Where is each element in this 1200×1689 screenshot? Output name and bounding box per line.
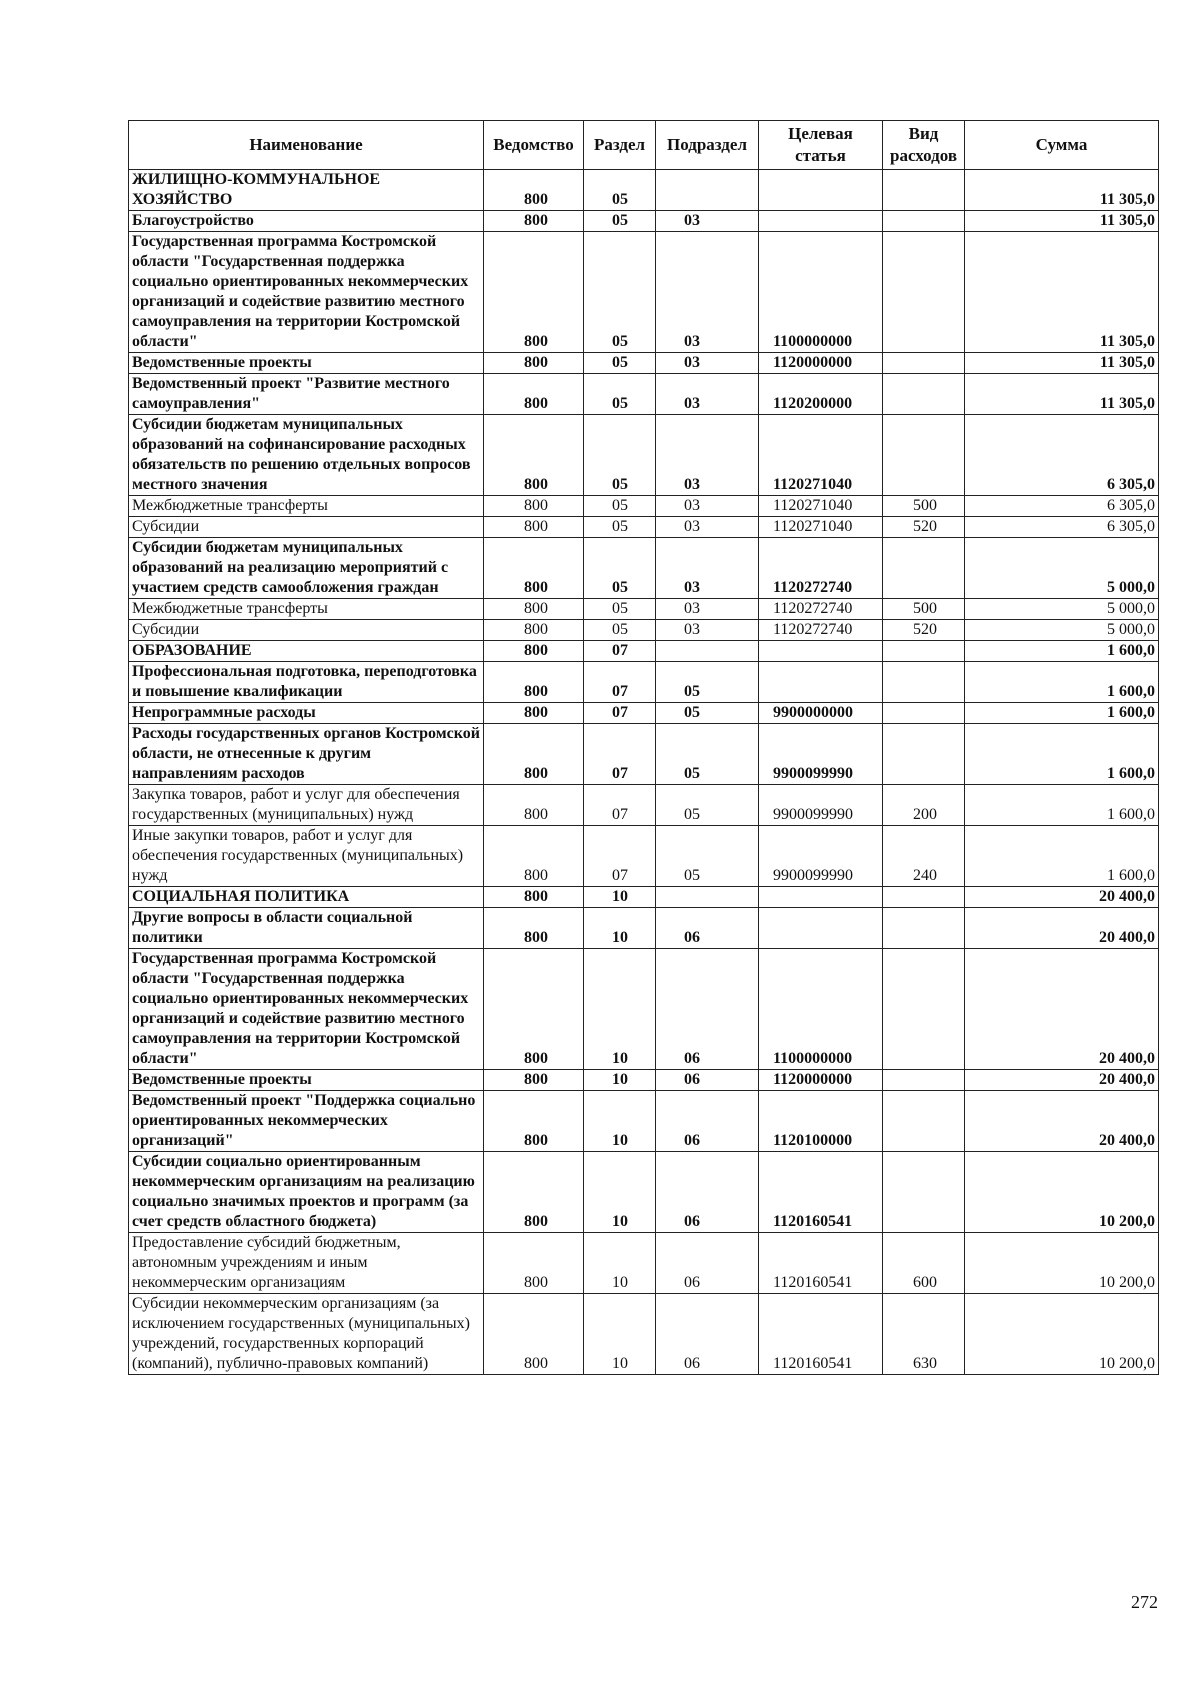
cell-dept: 800 — [484, 599, 584, 620]
cell-name: Непрограммные расходы — [129, 703, 484, 724]
cell-name: Профессиональная подготовка, переподготовка и повышение квалификации — [129, 662, 484, 703]
cell-sum: 6 305,0 — [965, 415, 1159, 496]
cell-dept: 800 — [484, 662, 584, 703]
table-row — [129, 517, 1159, 538]
cell-target: 1100000000 — [759, 949, 883, 1070]
cell-name: Субсидии некоммерческим организациям (за исключением государственных (муниципальных) учреждений, государственных корпораций (компаний), публично-правовых компаний) — [129, 1294, 484, 1375]
cell-dept: 800 — [484, 170, 584, 211]
cell-name: Благоустройство — [129, 211, 484, 232]
cell-type — [883, 703, 965, 724]
cell-target: 9900099990 — [759, 724, 883, 785]
cell-dept: 800 — [484, 887, 584, 908]
cell-section: 05 — [584, 620, 656, 641]
cell-name: Субсидии — [129, 517, 484, 538]
cell-target — [759, 641, 883, 662]
table-row — [129, 599, 1159, 620]
cell-dept: 800 — [484, 1091, 584, 1152]
col-header-name: Наименование — [129, 121, 484, 170]
cell-sum: 10 200,0 — [965, 1233, 1159, 1294]
cell-section: 10 — [584, 1233, 656, 1294]
cell-sum: 20 400,0 — [965, 949, 1159, 1070]
cell-section: 10 — [584, 949, 656, 1070]
cell-name: Расходы государственных органов Костромской области, не отнесенные к другим направлениям расходов — [129, 724, 484, 785]
cell-target: 1120271040 — [759, 517, 883, 538]
cell-type — [883, 641, 965, 662]
cell-sum: 11 305,0 — [965, 353, 1159, 374]
cell-sum: 1 600,0 — [965, 703, 1159, 724]
cell-sum: 1 600,0 — [965, 724, 1159, 785]
cell-type — [883, 724, 965, 785]
cell-type: 200 — [883, 785, 965, 826]
cell-dept: 800 — [484, 949, 584, 1070]
cell-subsection: 05 — [656, 724, 759, 785]
cell-subsection: 03 — [656, 374, 759, 415]
cell-dept: 800 — [484, 353, 584, 374]
page-number: 272 — [1131, 1592, 1158, 1612]
cell-name: Иные закупки товаров, работ и услуг для обеспечения государственных (муниципальных) нужд — [129, 826, 484, 887]
cell-target: 1120100000 — [759, 1091, 883, 1152]
cell-section: 05 — [584, 415, 656, 496]
cell-name: Ведомственный проект "Поддержка социально ориентированных некоммерческих организаций" — [129, 1091, 484, 1152]
table-row — [129, 1233, 1159, 1294]
table-row — [129, 887, 1159, 908]
cell-subsection: 03 — [656, 517, 759, 538]
cell-sum: 10 200,0 — [965, 1152, 1159, 1233]
cell-dept: 800 — [484, 908, 584, 949]
cell-subsection — [656, 170, 759, 211]
cell-name: Ведомственные проекты — [129, 1070, 484, 1091]
cell-section: 05 — [584, 232, 656, 353]
cell-section: 05 — [584, 517, 656, 538]
cell-dept: 800 — [484, 703, 584, 724]
cell-subsection: 06 — [656, 1294, 759, 1375]
cell-sum: 1 600,0 — [965, 641, 1159, 662]
table-row — [129, 496, 1159, 517]
cell-sum: 5 000,0 — [965, 599, 1159, 620]
cell-name: Закупка товаров, работ и услуг для обеспечения государственных (муниципальных) нужд — [129, 785, 484, 826]
table-row — [129, 703, 1159, 724]
cell-type — [883, 887, 965, 908]
cell-section: 05 — [584, 599, 656, 620]
cell-target: 9900000000 — [759, 703, 883, 724]
cell-dept: 800 — [484, 620, 584, 641]
cell-subsection: 03 — [656, 232, 759, 353]
table-row — [129, 785, 1159, 826]
table-row — [129, 374, 1159, 415]
cell-type — [883, 1070, 965, 1091]
cell-type — [883, 415, 965, 496]
table-body — [129, 170, 1159, 1375]
cell-target: 1120000000 — [759, 1070, 883, 1091]
cell-dept: 800 — [484, 517, 584, 538]
cell-type: 630 — [883, 1294, 965, 1375]
cell-target: 9900099990 — [759, 826, 883, 887]
cell-type: 500 — [883, 599, 965, 620]
cell-target: 1120272740 — [759, 620, 883, 641]
table-row — [129, 170, 1159, 211]
cell-sum: 10 200,0 — [965, 1294, 1159, 1375]
cell-subsection: 05 — [656, 826, 759, 887]
col-header-subsection: Подраздел — [656, 121, 759, 170]
cell-subsection: 03 — [656, 620, 759, 641]
cell-type: 240 — [883, 826, 965, 887]
cell-target — [759, 662, 883, 703]
cell-name: Субсидии бюджетам муниципальных образований на софинансирование расходных обязательств по решению отдельных вопросов местного значения — [129, 415, 484, 496]
cell-type — [883, 538, 965, 599]
table-row — [129, 538, 1159, 599]
cell-dept: 800 — [484, 1070, 584, 1091]
cell-name: Межбюджетные трансферты — [129, 496, 484, 517]
cell-section: 05 — [584, 211, 656, 232]
cell-type — [883, 211, 965, 232]
cell-section: 10 — [584, 908, 656, 949]
cell-type — [883, 949, 965, 1070]
cell-target — [759, 170, 883, 211]
col-header-section: Раздел — [584, 121, 656, 170]
cell-section: 07 — [584, 826, 656, 887]
cell-name: Ведомственный проект "Развитие местного самоуправления" — [129, 374, 484, 415]
cell-name: ЖИЛИЩНО-КОММУНАЛЬНОЕ ХОЗЯЙСТВО — [129, 170, 484, 211]
cell-section: 05 — [584, 170, 656, 211]
cell-section: 05 — [584, 374, 656, 415]
table-row — [129, 1294, 1159, 1375]
cell-target: 1120271040 — [759, 496, 883, 517]
cell-target: 9900099990 — [759, 785, 883, 826]
cell-target: 1120272740 — [759, 599, 883, 620]
cell-dept: 800 — [484, 826, 584, 887]
cell-subsection: 03 — [656, 415, 759, 496]
table-row — [129, 211, 1159, 232]
col-header-dept: Ведомство — [484, 121, 584, 170]
cell-section: 10 — [584, 1091, 656, 1152]
cell-type: 520 — [883, 517, 965, 538]
cell-type — [883, 908, 965, 949]
cell-sum: 6 305,0 — [965, 517, 1159, 538]
cell-sum: 11 305,0 — [965, 170, 1159, 211]
cell-name: ОБРАЗОВАНИЕ — [129, 641, 484, 662]
col-header-type: Вид расходов — [883, 121, 965, 170]
cell-section: 10 — [584, 1152, 656, 1233]
cell-name: Предоставление субсидий бюджетным, автономным учреждениям и иным некоммерческим организациям — [129, 1233, 484, 1294]
cell-sum: 20 400,0 — [965, 1091, 1159, 1152]
table-row — [129, 1152, 1159, 1233]
table-row — [129, 662, 1159, 703]
cell-name: Субсидии социально ориентированным некоммерческим организациям на реализацию социально значимых проектов и программ (за счет средств областного бюджета) — [129, 1152, 484, 1233]
cell-type — [883, 232, 965, 353]
cell-type — [883, 1152, 965, 1233]
cell-subsection: 03 — [656, 538, 759, 599]
table-row — [129, 1070, 1159, 1091]
cell-subsection — [656, 641, 759, 662]
cell-target: 1120272740 — [759, 538, 883, 599]
cell-dept: 800 — [484, 785, 584, 826]
cell-name: Государственная программа Костромской области "Государственная поддержка социально ориентированных некоммерческих организаций и содействие развитию местного самоуправления на территории Костромской области" — [129, 232, 484, 353]
cell-sum: 11 305,0 — [965, 211, 1159, 232]
cell-subsection: 06 — [656, 908, 759, 949]
cell-sum: 5 000,0 — [965, 620, 1159, 641]
cell-target: 1120271040 — [759, 415, 883, 496]
cell-name: Ведомственные проекты — [129, 353, 484, 374]
cell-section: 07 — [584, 785, 656, 826]
cell-subsection: 03 — [656, 599, 759, 620]
cell-section: 10 — [584, 887, 656, 908]
cell-subsection: 03 — [656, 353, 759, 374]
cell-section: 07 — [584, 724, 656, 785]
table-row — [129, 620, 1159, 641]
cell-subsection: 05 — [656, 662, 759, 703]
cell-target — [759, 887, 883, 908]
cell-section: 05 — [584, 538, 656, 599]
cell-sum: 11 305,0 — [965, 374, 1159, 415]
cell-sum: 20 400,0 — [965, 908, 1159, 949]
cell-dept: 800 — [484, 641, 584, 662]
cell-section: 10 — [584, 1294, 656, 1375]
table-row — [129, 1091, 1159, 1152]
table-row — [129, 724, 1159, 785]
table-row — [129, 641, 1159, 662]
cell-sum: 1 600,0 — [965, 785, 1159, 826]
cell-target: 1120000000 — [759, 353, 883, 374]
cell-dept: 800 — [484, 724, 584, 785]
cell-type — [883, 1091, 965, 1152]
cell-type — [883, 353, 965, 374]
cell-type: 520 — [883, 620, 965, 641]
cell-target — [759, 908, 883, 949]
cell-dept: 800 — [484, 496, 584, 517]
table-row — [129, 353, 1159, 374]
cell-dept: 800 — [484, 1294, 584, 1375]
cell-subsection: 03 — [656, 211, 759, 232]
cell-target: 1120160541 — [759, 1294, 883, 1375]
budget-table — [128, 120, 1159, 1375]
cell-name: Межбюджетные трансферты — [129, 599, 484, 620]
table-row — [129, 826, 1159, 887]
cell-name: Государственная программа Костромской области "Государственная поддержка социально ориентированных некоммерческих организаций и содействие развитию местного самоуправления на территории Костромской области" — [129, 949, 484, 1070]
cell-dept: 800 — [484, 211, 584, 232]
cell-name: СОЦИАЛЬНАЯ ПОЛИТИКА — [129, 887, 484, 908]
cell-target: 1120200000 — [759, 374, 883, 415]
table-row — [129, 908, 1159, 949]
cell-type: 500 — [883, 496, 965, 517]
cell-dept: 800 — [484, 538, 584, 599]
cell-sum: 20 400,0 — [965, 1070, 1159, 1091]
cell-sum: 20 400,0 — [965, 887, 1159, 908]
cell-dept: 800 — [484, 374, 584, 415]
cell-section: 07 — [584, 662, 656, 703]
cell-section: 07 — [584, 703, 656, 724]
cell-name: Субсидии бюджетам муниципальных образований на реализацию мероприятий с участием средств самообложения граждан — [129, 538, 484, 599]
cell-sum: 6 305,0 — [965, 496, 1159, 517]
cell-target — [759, 211, 883, 232]
cell-sum: 11 305,0 — [965, 232, 1159, 353]
cell-section: 05 — [584, 496, 656, 517]
cell-subsection: 06 — [656, 1070, 759, 1091]
cell-type — [883, 662, 965, 703]
budget-table-sheet — [128, 120, 1158, 1375]
cell-dept: 800 — [484, 1233, 584, 1294]
cell-subsection — [656, 887, 759, 908]
cell-dept: 800 — [484, 1152, 584, 1233]
cell-subsection: 06 — [656, 1152, 759, 1233]
cell-sum: 1 600,0 — [965, 662, 1159, 703]
cell-subsection: 03 — [656, 496, 759, 517]
cell-type — [883, 170, 965, 211]
cell-subsection: 06 — [656, 949, 759, 1070]
cell-type: 600 — [883, 1233, 965, 1294]
cell-sum: 5 000,0 — [965, 538, 1159, 599]
cell-section: 07 — [584, 641, 656, 662]
cell-subsection: 06 — [656, 1091, 759, 1152]
cell-subsection: 05 — [656, 703, 759, 724]
cell-dept: 800 — [484, 415, 584, 496]
cell-subsection: 06 — [656, 1233, 759, 1294]
cell-dept: 800 — [484, 232, 584, 353]
table-row — [129, 415, 1159, 496]
col-header-sum: Сумма — [965, 121, 1159, 170]
cell-target: 1120160541 — [759, 1233, 883, 1294]
cell-type — [883, 374, 965, 415]
cell-target: 1120160541 — [759, 1152, 883, 1233]
cell-name: Другие вопросы в области социальной политики — [129, 908, 484, 949]
cell-sum: 1 600,0 — [965, 826, 1159, 887]
col-header-target: Целевая статья — [759, 121, 883, 170]
table-row — [129, 232, 1159, 353]
cell-subsection: 05 — [656, 785, 759, 826]
cell-target: 1100000000 — [759, 232, 883, 353]
cell-section: 05 — [584, 353, 656, 374]
table-header — [129, 121, 1159, 170]
cell-name: Субсидии — [129, 620, 484, 641]
cell-section: 10 — [584, 1070, 656, 1091]
table-row — [129, 949, 1159, 1070]
